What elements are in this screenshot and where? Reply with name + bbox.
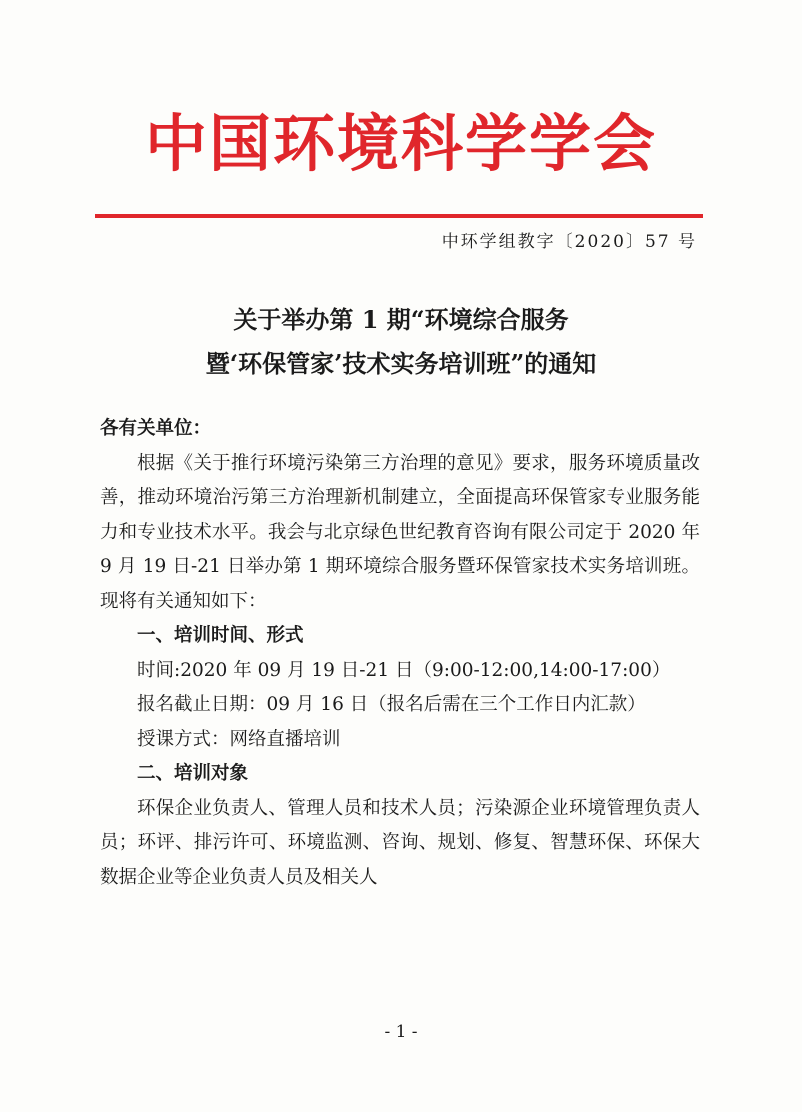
notice-body [100,412,700,895]
document-number: 中环学组教字〔2020〕57 号 [441,232,697,252]
intro-paragraph: 根据《关于推行环境污染第三方治理的意见》要求，服务环境质量改善，推动环境治污第三方治理新机制建立，全面提高环保管家专业服务能力和专业技术水平。我会与北京绿色世纪教育咨询有限公司定于 2020 年 9 月 19 日-21 日举办第 1 期环境综合服务暨环保管家技术实务培训班。现将有关通知如下： [100,452,700,612]
section-1-heading: 一、培训时间、形式 [137,625,304,646]
title-line-2: 暨‘环保管家’技术实务培训班”的通知 [205,349,597,378]
training-time: 时间:2020 年 09 月 19 日-21 日（9:00-12:00,14:00-17:00） [137,659,671,681]
organization-masthead: 中国环境科学学会 [144,107,657,180]
section-2-heading: 二、培训对象 [137,763,249,784]
teaching-method: 授课方式：网络直播培训 [137,728,341,750]
training-audience: 环保企业负责人、管理人员和技术人员；污染源企业环境管理负责人员；环评、排污许可、环境监测、咨询、规划、修复、智慧环保、环保大数据企业等企业负责人员及相关人 [100,797,700,888]
notice-title [0,298,802,386]
red-divider-line [95,214,703,218]
title-line-1: 关于举办第 1 期“环境综合服务 [233,305,569,334]
page-number: - 1 - [384,1022,418,1042]
registration-deadline: 报名截止日期：09 月 16 日（报名后需在三个工作日内汇款） [137,694,646,715]
salutation: 各有关单位： [100,418,212,439]
